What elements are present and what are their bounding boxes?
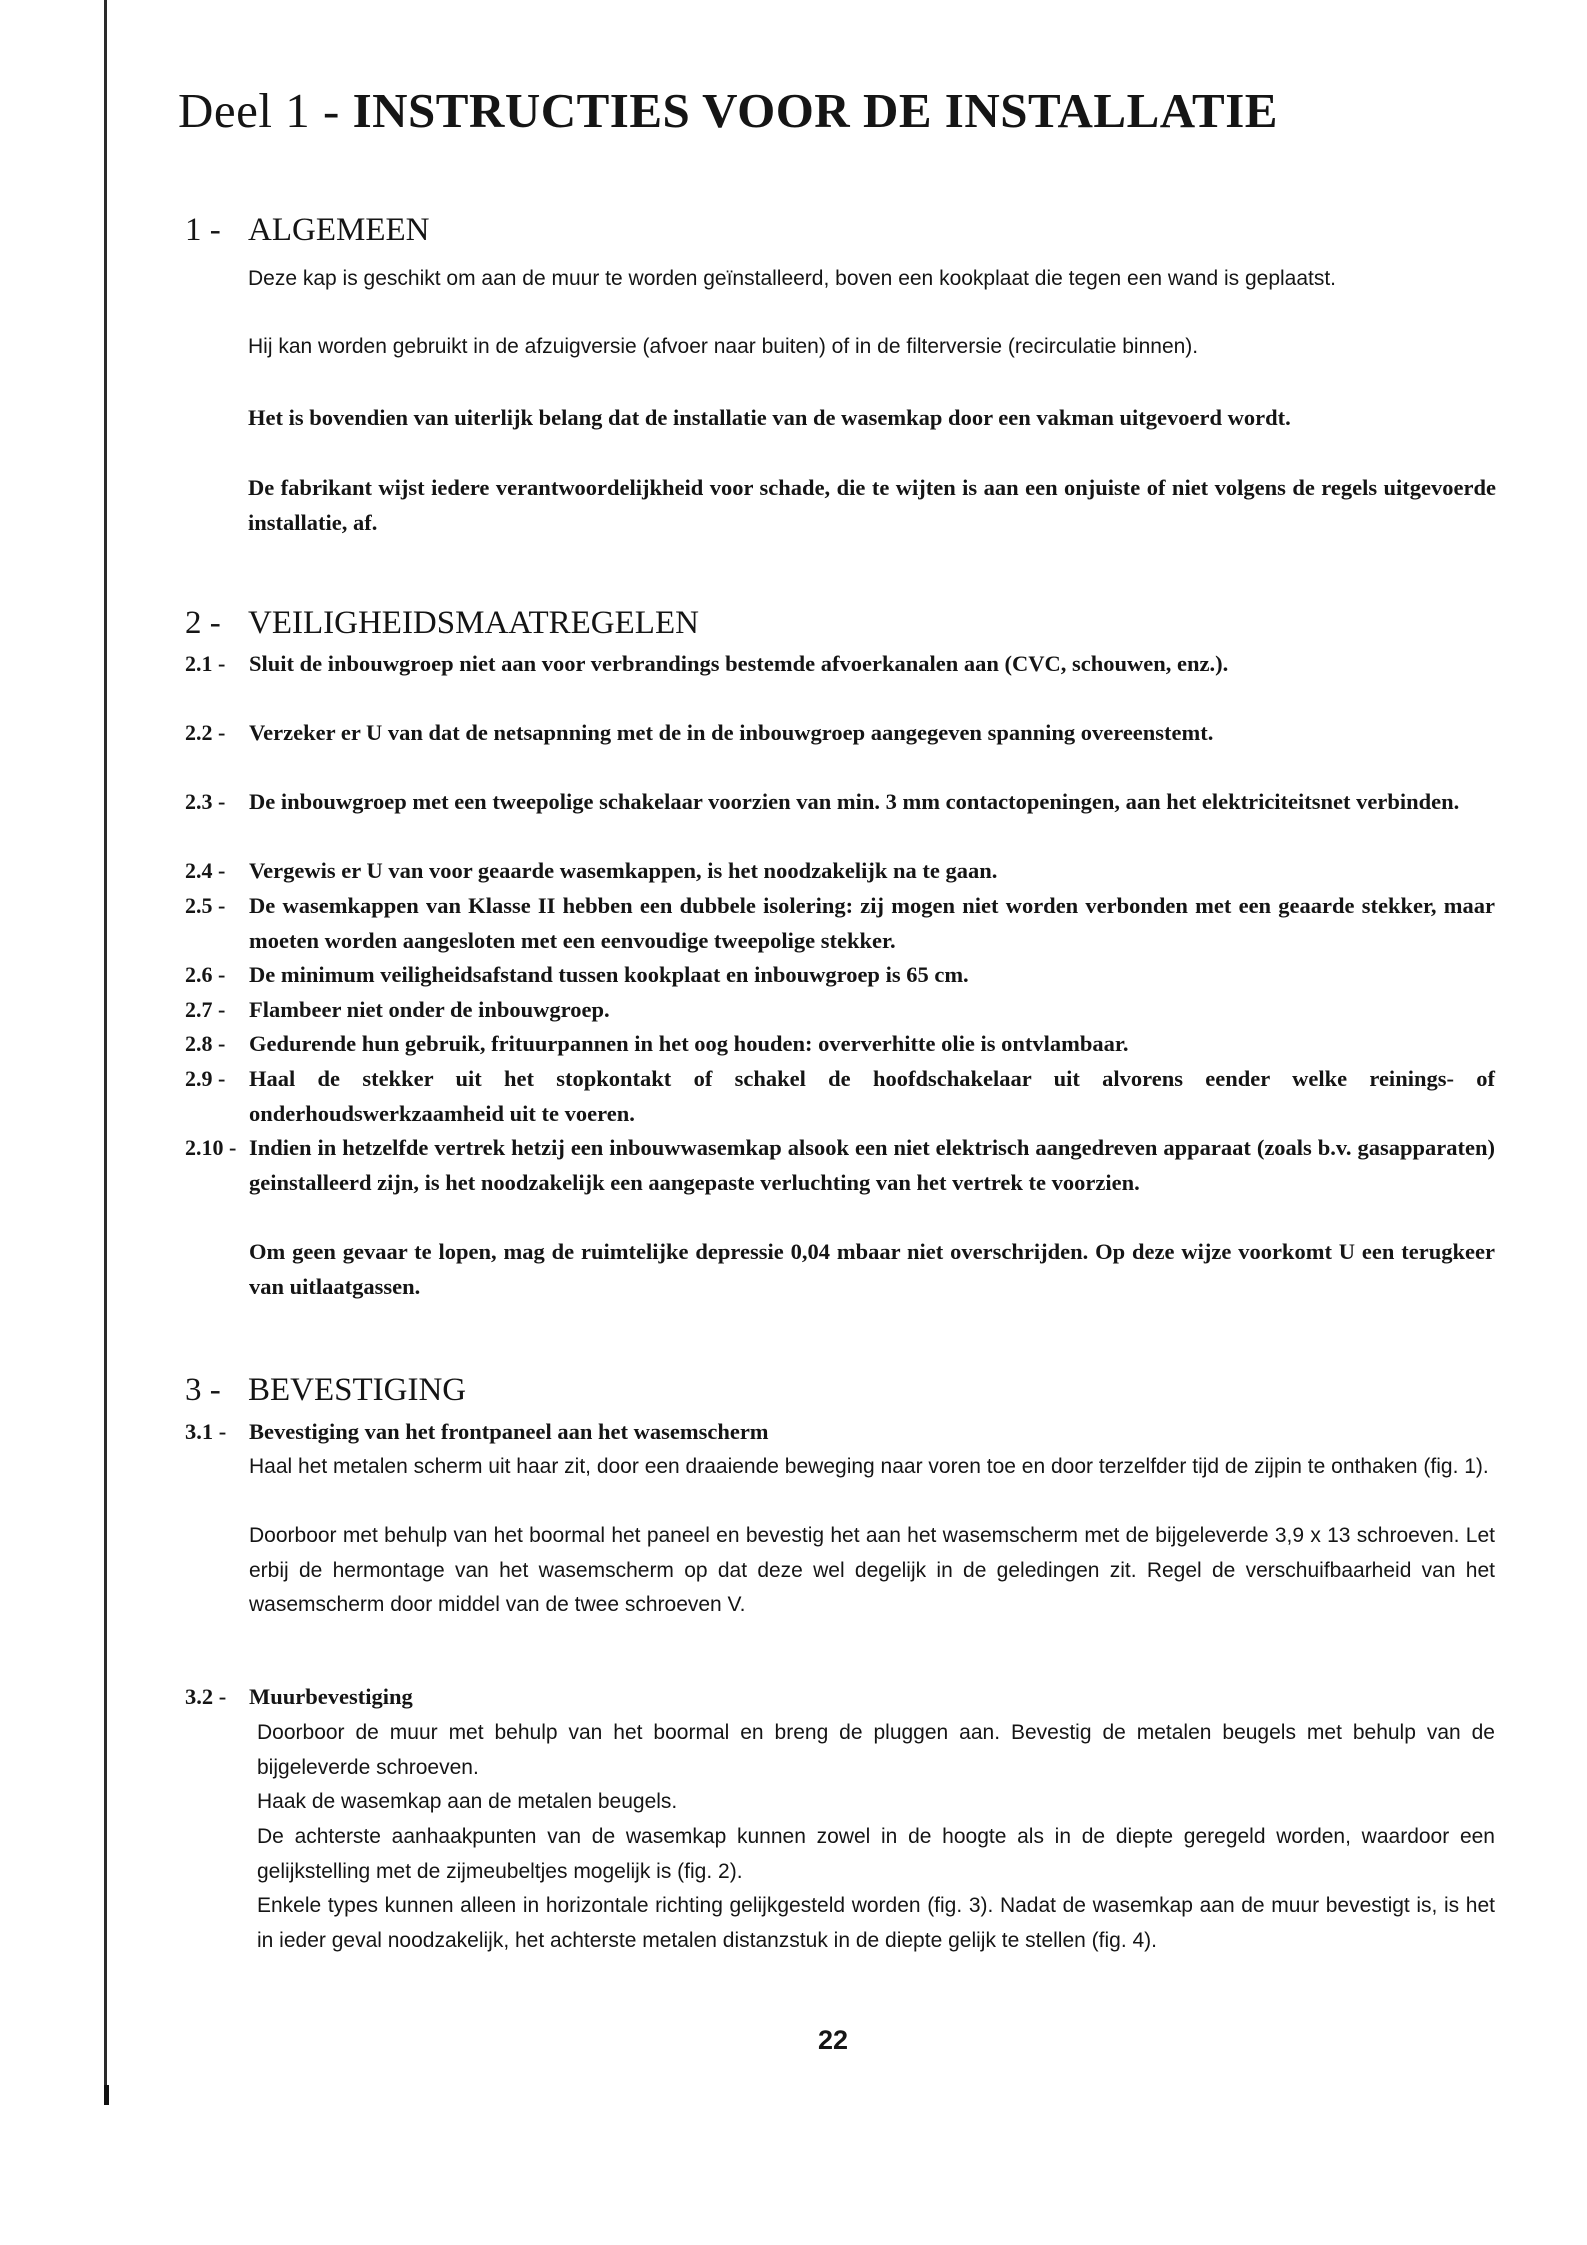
section-2-title: VEILIGHEIDSMAATREGELEN [248, 605, 699, 641]
section-1-paragraph-4: De fabrikant wijst iedere verantwoordelijkheid voor schade, die te wijten is aan een onjuiste of niet volgens de regels uitgevoerde installatie, af. [248, 475, 1496, 535]
section-1-number: 1 - [185, 212, 221, 248]
scan-edge-line [104, 0, 107, 2090]
page-title [178, 82, 1278, 139]
subsection-3-1-paragraph-2: Doorboor met behulp van het boormal het paneel en bevestig het aan het wasemscherm met de bijgeleverde 3,9 x 13 schroeven. Let erbij de hermontage van het wasemscherm op dat deze wel degelijk in de geledingen zit. Regel de verschuifbaarheid van het wasemscherm door middel van de twee schroeven V. [249, 1524, 1495, 1617]
item-text: Vergewis er U van voor geaarde wasemkappen, is het noodzakelijk na te gaan. [249, 858, 998, 883]
item-text: Haal de stekker uit het stopkontakt of schakel de hoofdschakelaar uit alvorens eender welke reinings- of onderhoudswerkzaamheid uit te voeren. [249, 1066, 1495, 1126]
safety-item [185, 647, 1495, 682]
title-main: INSTRUCTIES VOOR DE INSTALLATIE [352, 83, 1278, 138]
scan-edge-mark [104, 2085, 109, 2105]
item-number: 2.7 - [185, 997, 226, 1022]
page-number: 22 [818, 2025, 849, 2055]
item-number: 2.6 - [185, 962, 226, 987]
subsection-3-1-paragraph-1: Haal het metalen scherm uit haar zit, door een draaiende beweging naar voren toe en door terzelfder tijd de zijpin te onthaken (fig. 1). [249, 1455, 1489, 1478]
safety-item [185, 785, 1495, 820]
subsection-3-1-title: Bevestiging van het frontpaneel aan het wasemscherm [249, 1419, 769, 1444]
section-1-heading [185, 212, 429, 249]
section-1-paragraph-3: Het is bovendien van uiterlijk belang dat de installatie van de wasemkap door een vakman uitgevoerd wordt. [248, 405, 1291, 430]
safety-item [185, 854, 1495, 889]
safety-item [185, 958, 1495, 993]
subsection-3-1-heading [185, 1415, 769, 1450]
item-number: 2.3 - [185, 789, 226, 814]
section-2-number: 2 - [185, 605, 221, 641]
section-1-paragraph-1: Deze kap is geschikt om aan de muur te worden geïnstalleerd, boven een kookplaat die tegen een wand is geplaatst. [248, 267, 1337, 290]
item-number: 2.8 - [185, 1031, 226, 1056]
subsection-3-2-paragraph-3: De achterste aanhaakpunten van de wasemkap kunnen zowel in de hoogte als in de diepte geregeld worden, waardoor een gelijkstelling met de zijmeubeltjes mogelijk is (fig. 2). [257, 1825, 1495, 1883]
subsection-3-2-heading [185, 1680, 413, 1715]
item-number: 2.5 - [185, 893, 226, 918]
title-prefix: Deel 1 - [178, 83, 353, 138]
safety-item [185, 1027, 1495, 1062]
item-text: Sluit de inbouwgroep niet aan voor verbrandings bestemde afvoerkanalen aan (CVC, schouwen, enz.). [249, 651, 1229, 676]
safety-item [185, 889, 1495, 958]
item-text: De wasemkappen van Klasse II hebben een dubbele isolering: zij mogen niet worden verbonden met een geaarde stekker, maar moeten worden aangesloten met een eenvoudige tweepolige stekker. [249, 893, 1495, 953]
item-text: Flambeer niet onder de inbouwgroep. [249, 997, 610, 1022]
safety-item [185, 1062, 1495, 1131]
item-number: 2.1 - [185, 651, 226, 676]
subsection-3-2-paragraph-4: Enkele types kunnen alleen in horizontale richting gelijkgesteld worden (fig. 3). Nadat de wasemkap aan de muur bevestigt is, is het in ieder geval noodzakelijk, het achterste metalen distanzstuk in de diepte gelijk te stellen (fig. 4). [257, 1894, 1495, 1952]
section-3-heading [185, 1372, 466, 1409]
section-3-number: 3 - [185, 1372, 221, 1408]
safety-item [185, 716, 1495, 751]
item-number: 2.9 - [185, 1066, 226, 1091]
section-1-paragraph-2: Hij kan worden gebruikt in de afzuigversie (afvoer naar buiten) of in de filterversie (recirculatie binnen). [248, 335, 1199, 358]
item-text: De minimum veiligheidsafstand tussen kookplaat en inbouwgroep is 65 cm. [249, 962, 969, 987]
safety-item [185, 993, 1495, 1028]
subsection-3-2-paragraph-2: Haak de wasemkap aan de metalen beugels. [257, 1790, 678, 1813]
item-text: Verzeker er U van dat de netsapnning met de in de inbouwgroep aangegeven spanning overeenstemt. [249, 720, 1214, 745]
section-2-extra-paragraph: Om geen gevaar te lopen, mag de ruimtelijke depressie 0,04 mbaar niet overschrijden. Op deze wijze voorkomt U een terugkeer van uitlaatgassen. [249, 1239, 1495, 1299]
subsection-3-1-number: 3.1 - [185, 1419, 227, 1444]
section-1-title: ALGEMEEN [248, 212, 430, 248]
subsection-3-2-title: Muurbevestiging [249, 1684, 413, 1709]
item-text: Gedurende hun gebruik, frituurpannen in het oog houden: oververhitte olie is ontvlambaar. [249, 1031, 1129, 1056]
item-text: De inbouwgroep met een tweepolige schakelaar voorzien van min. 3 mm contactopeningen, aan het elektriciteitsnet verbinden. [249, 789, 1460, 814]
item-number: 2.2 - [185, 720, 226, 745]
section-3-title: BEVESTIGING [248, 1372, 467, 1408]
section-2-heading [185, 605, 699, 642]
item-text: Indien in hetzelfde vertrek hetzij een inbouwwasemkap alsook een niet elektrisch aangedreven apparaat (zoals b.v. gasapparaten) geinstalleerd zijn, is het noodzakelijk een aangepaste verluchting van het vertrek te voorzien. [249, 1135, 1495, 1195]
subsection-3-2-paragraph-1: Doorboor de muur met behulp van het boormal en breng de pluggen aan. Bevestig de metalen beugels met behulp van de bijgeleverde schroeven. [257, 1721, 1495, 1779]
item-number: 2.10 - [185, 1135, 237, 1160]
subsection-3-2-number: 3.2 - [185, 1684, 227, 1709]
safety-item [185, 1131, 1495, 1200]
item-number: 2.4 - [185, 858, 226, 883]
